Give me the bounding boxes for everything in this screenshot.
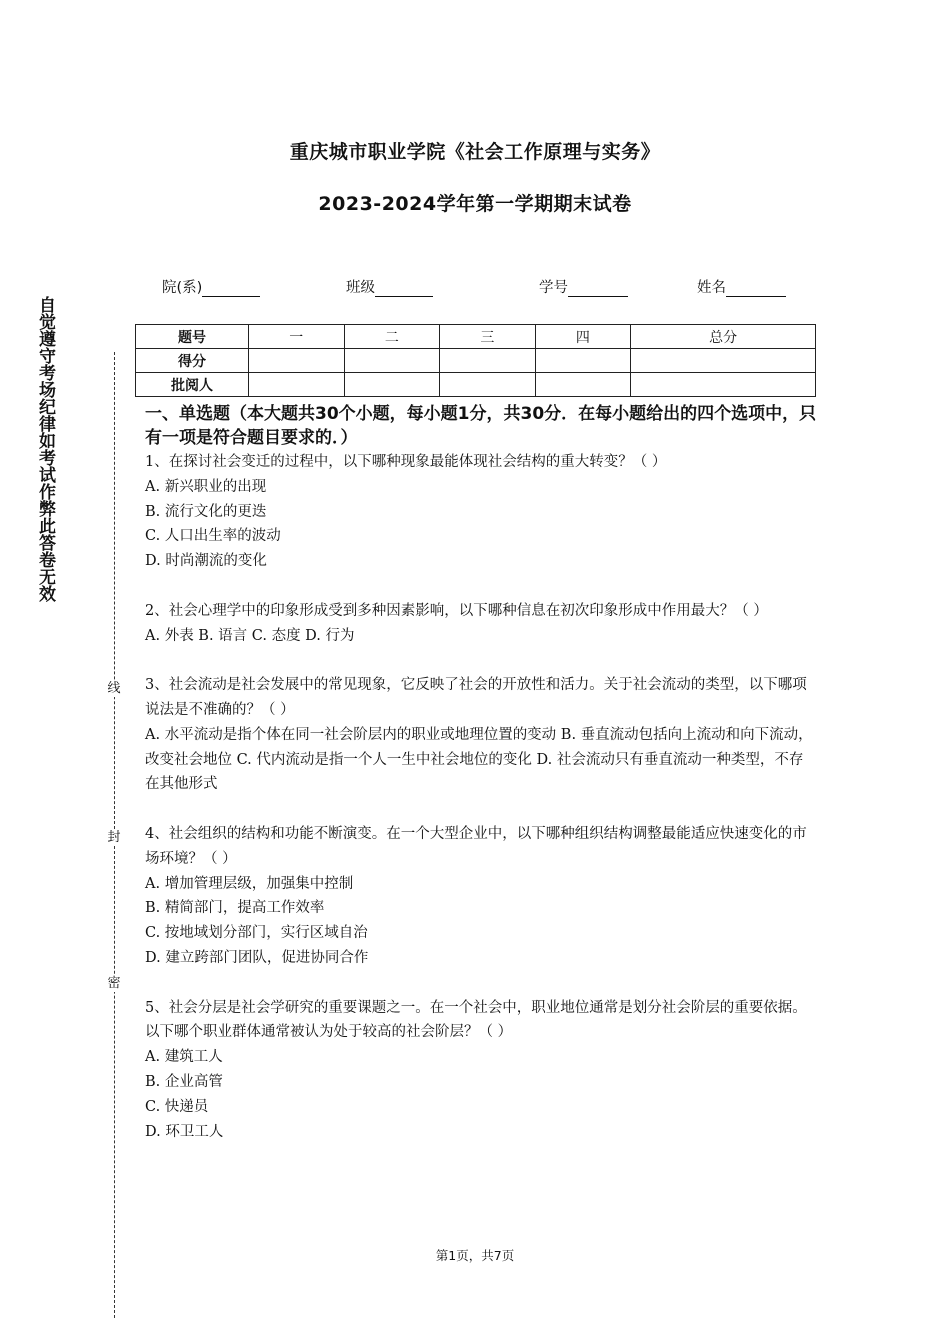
exam-content [145, 402, 817, 1144]
page-number: 第1页，共7页 [435, 1248, 515, 1263]
section-title: 一、单选题（本大题共30个小题，每小题1分，共30分．在每小题给出的四个选项中，只有一项是符合题目要求的．） [145, 404, 817, 448]
seal-char-seal: 封 [107, 830, 121, 845]
row-label-grader: 批阅人 [136, 373, 249, 397]
col-question-number: 题号 [136, 325, 249, 349]
option-c[interactable]: C. 快递员 [145, 1098, 209, 1115]
score-cell[interactable] [440, 349, 536, 373]
exam-title-line2: 2023-2024学年第一学期期末试卷 [318, 193, 632, 215]
department-label: 院(系) [162, 280, 203, 296]
score-table [135, 324, 816, 397]
name-blank[interactable] [726, 280, 786, 297]
seal-char-secret: 密 [107, 976, 121, 991]
option-c[interactable]: C. 按地域划分部门，实行区域自治 [145, 925, 368, 942]
col-total: 总分 [631, 325, 816, 349]
score-cell[interactable] [249, 349, 345, 373]
option-a[interactable]: A. 建筑工人 [145, 1049, 223, 1066]
name-label: 姓名 [697, 280, 726, 296]
col-part-4: 四 [535, 325, 631, 349]
question-stem: 3、社会流动是社会发展中的常见现象，它反映了社会的开放性和活力。关于社会流动的类型，以下哪项说法是不准确的？（ ） [145, 677, 807, 718]
question-1 [145, 450, 817, 574]
department-blank[interactable] [202, 280, 260, 297]
exam-discipline-notice: 自觉遵守考场纪律如考试作弊此答卷无效 [35, 296, 55, 602]
grader-cell[interactable] [631, 373, 816, 397]
grader-cell[interactable] [440, 373, 536, 397]
class-label: 班级 [346, 280, 375, 296]
grader-cell[interactable] [535, 373, 631, 397]
grader-cell[interactable] [344, 373, 440, 397]
class-blank[interactable] [375, 280, 433, 297]
score-cell[interactable] [344, 349, 440, 373]
grader-row [136, 373, 816, 397]
col-part-1: 一 [249, 325, 345, 349]
student-id-field[interactable] [539, 276, 628, 297]
option-b[interactable]: B. 精简部门，提高工作效率 [145, 900, 325, 917]
option-b[interactable]: B. 企业高管 [145, 1073, 223, 1090]
col-part-2: 二 [344, 325, 440, 349]
option-a[interactable]: A. 增加管理层级，加强集中控制 [145, 875, 354, 892]
question-3 [145, 673, 817, 797]
row-label-score: 得分 [136, 349, 249, 373]
score-table-header-row [136, 325, 816, 349]
student-info-row [0, 276, 950, 300]
options-inline[interactable]: A. 水平流动是指个体在同一社会阶层内的职业或地理位置的变动 B. 垂直流动包括向上流动和向下流动，改变社会地位 C. 代内流动是指一个人一生中社会地位的变化 D. 社会流动只有垂直流动一种类型，不存在其他形式 [145, 726, 813, 793]
col-part-3: 三 [440, 325, 536, 349]
spacer [145, 797, 817, 822]
score-cell[interactable] [631, 349, 816, 373]
option-b[interactable]: B. 流行文化的更迭 [145, 503, 267, 520]
option-d[interactable]: D. 环卫工人 [145, 1123, 224, 1140]
student-id-label: 学号 [539, 280, 568, 296]
option-a[interactable]: A. 新兴职业的出现 [145, 478, 267, 495]
score-row [136, 349, 816, 373]
question-stem: 1、在探讨社会变迁的过程中，以下哪种现象最能体现社会结构的重大转变？（ ） [145, 454, 667, 470]
spacer [145, 971, 817, 996]
question-5 [145, 996, 817, 1145]
question-stem: 4、社会组织的结构和功能不断演变。在一个大型企业中，以下哪种组织结构调整最能适应快速变化的市场环境？（ ） [145, 825, 807, 867]
name-field[interactable] [697, 276, 786, 297]
score-cell[interactable] [535, 349, 631, 373]
options-inline[interactable]: A. 外表 B. 语言 C. 态度 D. 行为 [145, 627, 355, 644]
student-id-blank[interactable] [568, 280, 628, 297]
option-c[interactable]: C. 人口出生率的波动 [145, 528, 281, 545]
question-stem: 2、社会心理学中的印象形成受到多种因素影响，以下哪种信息在初次印象形成中作用最大？（ ） [145, 602, 768, 619]
department-field[interactable] [162, 276, 260, 297]
grader-cell[interactable] [249, 373, 345, 397]
seal-char-line: 线 [107, 681, 121, 696]
spacer [145, 574, 817, 599]
spacer [145, 648, 817, 673]
question-2 [145, 599, 817, 649]
exam-title-line1: 重庆城市职业学院《社会工作原理与实务》 [289, 141, 661, 163]
option-d[interactable]: D. 建立跨部门团队，促进协同合作 [145, 949, 369, 966]
question-stem: 5、社会分层是社会学研究的重要课题之一。在一个社会中，职业地位通常是划分社会阶层的重要依据。以下哪个职业群体通常被认为处于较高的社会阶层？（ ） [145, 999, 807, 1041]
question-4 [145, 822, 817, 971]
option-d[interactable]: D. 时尚潮流的变化 [145, 553, 267, 570]
class-field[interactable] [346, 276, 433, 297]
